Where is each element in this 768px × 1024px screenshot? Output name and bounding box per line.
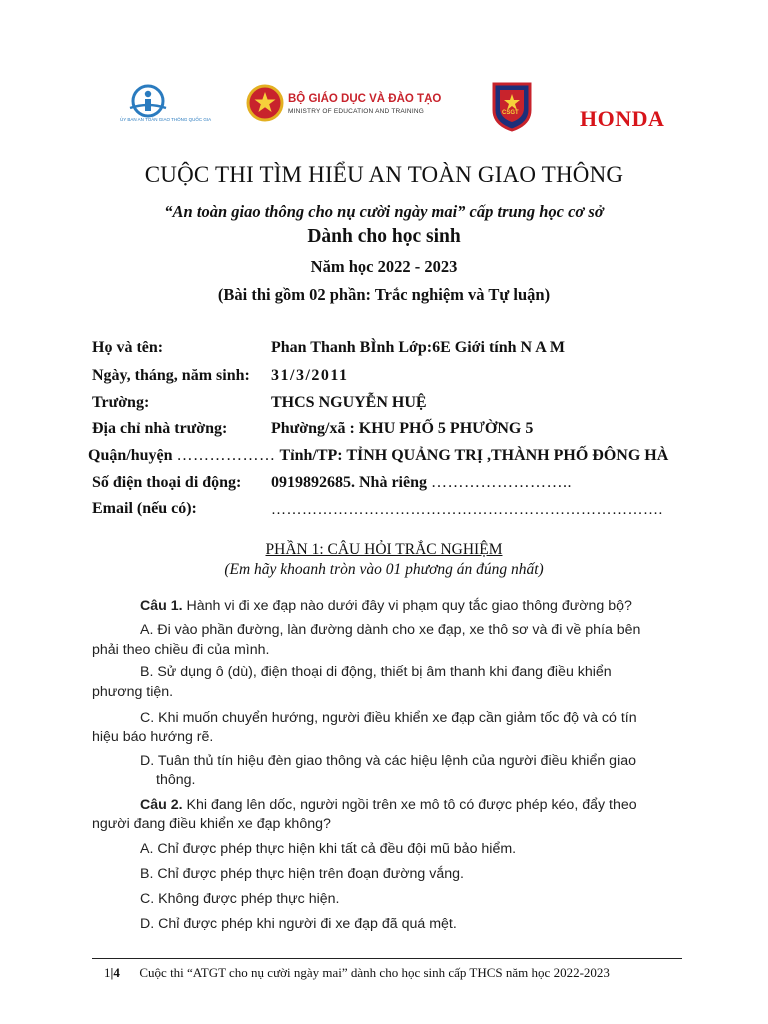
phone-dots: …………………….. [431, 474, 572, 491]
q1-option-b-line1: B. Sử dụng ô (dù), điện thoại di động, thiết bị âm thanh khi đang điều khiển [140, 664, 612, 680]
school-year: Năm học 2022 - 2023 [310, 257, 458, 276]
question-1 [140, 598, 632, 614]
province-value: Tỉnh/TP: TỈNH QUẢNG TRỊ ,THÀNH PHỐ ĐÔNG HÀ [279, 447, 669, 464]
q1-option-a-line2: phải theo chiều đi của mình. [92, 642, 270, 658]
question-1-text: Hành vi đi xe đạp nào dưới đây vi phạm quy tắc giao thông đường bộ? [182, 598, 632, 614]
phone-line [271, 474, 572, 492]
district-dots: ……………… [176, 447, 276, 464]
school-label: Trường: [92, 394, 150, 411]
phone-value: 0919892685. Nhà riêng [271, 474, 427, 491]
audience-heading: Dành cho học sinh [307, 226, 461, 247]
q1-option-d-line1: D. Tuân thủ tín hiệu đèn giao thông và các hiệu lệnh của người điều khiển giao [140, 753, 637, 769]
page-footer [104, 965, 610, 981]
q2-option-b: B. Chỉ được phép thực hiện trên đoạn đường vắng. [140, 866, 464, 882]
question-2-text-line1: Khi đang lên dốc, người ngồi trên xe mô tô có được phép kéo, đẩy theo [182, 797, 637, 813]
district-label: Quận/huyện [88, 447, 173, 464]
uban-atgt-logo [120, 84, 212, 124]
national-emblem-icon [246, 84, 284, 124]
q1-option-c-line1: C. Khi muốn chuyển hướng, người điều khiển xe đạp cần giảm tốc độ và có tín [140, 710, 637, 726]
section-instruction: (Em hãy khoanh tròn vào 01 phương án đúng nhất) [224, 561, 544, 578]
q1-option-b-line2: phương tiện. [92, 684, 174, 700]
honda-logo: HONDA [580, 106, 665, 131]
q2-option-a: A. Chỉ được phép thực hiện khi tất cả đều đội mũ bảo hiểm. [140, 841, 517, 857]
question-2-text-line2: người đang điều khiển xe đạp không? [92, 816, 331, 832]
dob-value: 31/3/2011 [271, 367, 349, 384]
email-label: Email (nếu có): [92, 500, 197, 517]
exam-structure-note: (Bài thi gồm 02 phần: Trắc nghiệm và Tự luận) [217, 285, 551, 304]
address-value: Phường/xã : KHU PHỐ 5 PHƯỜNG 5 [271, 420, 534, 437]
page-number: 1 [104, 965, 111, 980]
footer-text: Cuộc thi “ATGT cho nụ cười ngày mai” dành cho học sinh cấp THCS năm học 2022-2023 [139, 965, 610, 980]
question-1-number: Câu 1. [140, 598, 183, 614]
email-dots: …………………………………………………………………. [271, 502, 663, 518]
name-label: Họ và tên: [92, 339, 164, 356]
footer-divider [92, 958, 682, 959]
ministry-name-en: MINISTRY OF EDUCATION AND TRAINING [288, 108, 424, 115]
ministry-name: BỘ GIÁO DỤC VÀ ĐÀO TẠO [288, 93, 442, 105]
q1-option-a-line1: A. Đi vào phần đường, làn đường dành cho xe đạp, xe thô sơ và đi về phía bên [140, 622, 641, 638]
phone-label: Số điện thoại di động: [92, 474, 242, 491]
uban-logo-text: ỦY BAN AN TOÀN GIAO THÔNG QUỐC GIA [120, 117, 212, 122]
q2-option-d: D. Chỉ được phép khi người đi xe đạp đã quá mệt. [140, 916, 457, 932]
ministry-of-education-logo [246, 84, 446, 124]
district-line [88, 447, 668, 465]
address-label: Địa chỉ nhà trường: [92, 420, 228, 437]
page-total: 4 [113, 965, 120, 980]
page-separator: | [110, 965, 114, 980]
school-value: THCS NGUYỄN HUỆ [271, 394, 427, 411]
q1-option-c-line2: hiệu báo hướng rẽ. [92, 729, 214, 745]
contest-subtitle: “An toàn giao thông cho nụ cười ngày mai” cấp trung học cơ sở [164, 202, 604, 221]
contest-title: CUỘC THI TÌM HIỂU AN TOÀN GIAO THÔNG [144, 162, 624, 187]
q1-option-d-line2: thông. [156, 772, 196, 788]
q2-option-c: C. Không được phép thực hiện. [140, 891, 340, 907]
question-2 [140, 797, 637, 813]
dob-label: Ngày, tháng, năm sinh: [92, 367, 250, 384]
name-value: Phan Thanh BÌnh Lớp:6E Giới tính N A M [271, 339, 565, 356]
section-title: PHẦN 1: CÂU HỎI TRẮC NGHIỆM [265, 541, 503, 558]
question-2-number: Câu 2. [140, 797, 183, 813]
csgt-badge-text: CSGT [502, 110, 519, 116]
csgt-police-badge [490, 80, 534, 132]
